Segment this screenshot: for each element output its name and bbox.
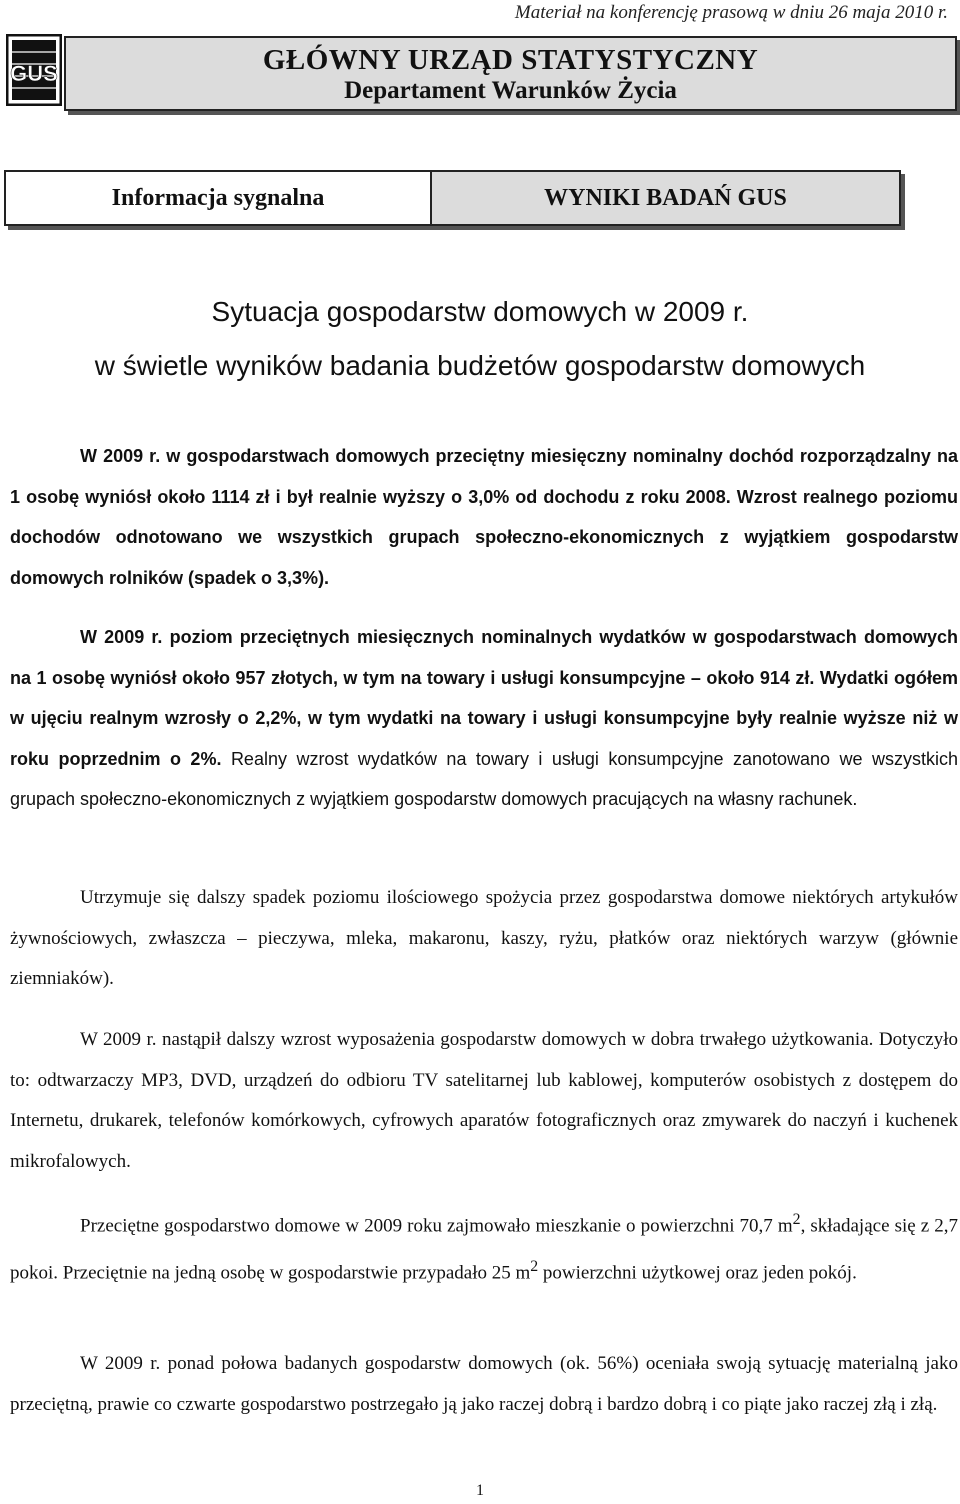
paragraph-income: W 2009 r. w gospodarstwach domowych przeciętny miesięczny nominalny dochód rozporządzalny na 1 osobę wyniósł około 1114 zł i był realnie wyższy o 3,0% od dochodu z roku 2008. Wzrost realnego poziomu dochodów odnotowano we wszystkich grupach społeczno-ekonomicznych z wyjątkiem gospodarstw domowych rolników (spadek o 3,3%). (10, 446, 958, 588)
results-label: WYNIKI BADAŃ GUS (432, 172, 899, 224)
paragraph-durable-goods: W 2009 r. nastąpił dalszy wzrost wyposażenia gospodarstw domowych w dobra trwałego użytkowania. Dotyczyło to: odtwarzaczy MP3, DVD, urządzeń do odbioru TV satelitarnej lub kablowej, komputerów osobistych z dostępem do Internetu, drukarek, telefonów komórkowych, cyfrowych aparatów fotograficznych oraz zmywarek do naczyń i kuchenek mikrofalowych. (10, 1029, 958, 1172)
gus-logo-icon (6, 34, 62, 106)
housing-sup-2: 2 (530, 1257, 539, 1275)
page-number: 1 (476, 1482, 484, 1499)
info-type-label: Informacja sygnalna (6, 172, 432, 224)
paragraph-material-situation: W 2009 r. ponad połowa badanych gospodarstw domowych (ok. 56%) oceniała swoją sytuację materialną jako przeciętną, prawie co czwarte gospodarstwo postrzegało ją jako raczej dobrą i bardzo dobrą i co piąte jako raczej złą i złą. (10, 1353, 958, 1415)
paragraph-expenditure-bold: W 2009 r. poziom przeciętnych miesięcznych nominalnych wydatków w gospodarstwach domowych na 1 osobę wyniósł około 957 złotych, w tym na towary i usługi konsumpcyjne – około 914 zł. Wydatki ogółem w ujęciu realnym wzrosły o 2,2%, w tym wydatki na towary i usługi konsumpcyjne były realnie wyższe niż w roku poprzednim o 2%. (10, 627, 958, 769)
svg-text:GUS: GUS (10, 61, 58, 86)
housing-text-a: Przeciętne gospodarstwo domowe w 2009 roku zajmowało mieszkanie o powierzchni 70,7 m (80, 1215, 793, 1237)
department-name: Departament Warunków Życia (344, 77, 677, 104)
paragraph-expenditure-normal: Realny wzrost wydatków na towary i usługi konsumpcyjne zanotowano we wszystkich grupach społeczno-ekonomicznych z wyjątkiem gospodarstw domowych pracujących na własny rachunek. (10, 748, 958, 809)
press-conference-note: Materiał na konferencję prasową w dniu 26 maja 2010 r. (514, 2, 948, 23)
document-title: Sytuacja gospodarstw domowych w 2009 r. (211, 296, 749, 327)
paragraph-expenditure (10, 617, 958, 820)
paragraph-consumption: Utrzymuje się dalszy spadek poziomu ilościowego spożycia przez gospodarstwa domowe niektórych artykułów żywnościowych, zwłaszcza – pieczywa, mleka, makaronu, kaszy, ryżu, płatków oraz niektórych warzyw (głównie ziemniaków). (10, 887, 958, 989)
housing-text-c: powierzchni użytkowej oraz jeden pokój. (538, 1262, 857, 1284)
paragraph-housing (10, 1200, 958, 1294)
info-bar (4, 170, 901, 226)
housing-sup-1: 2 (792, 1211, 801, 1228)
document-subtitle: w świetle wyników badania budżetów gospodarstw domowych (94, 350, 866, 381)
header-box (64, 36, 957, 111)
housing-text-b: , składające się z 2,7 pokoi. Przeciętnie na jedną osobę w gospodarstwie przypadało 25 m (10, 1215, 959, 1284)
office-name: GŁÓWNY URZĄD STATYSTYCZNY (262, 44, 759, 76)
